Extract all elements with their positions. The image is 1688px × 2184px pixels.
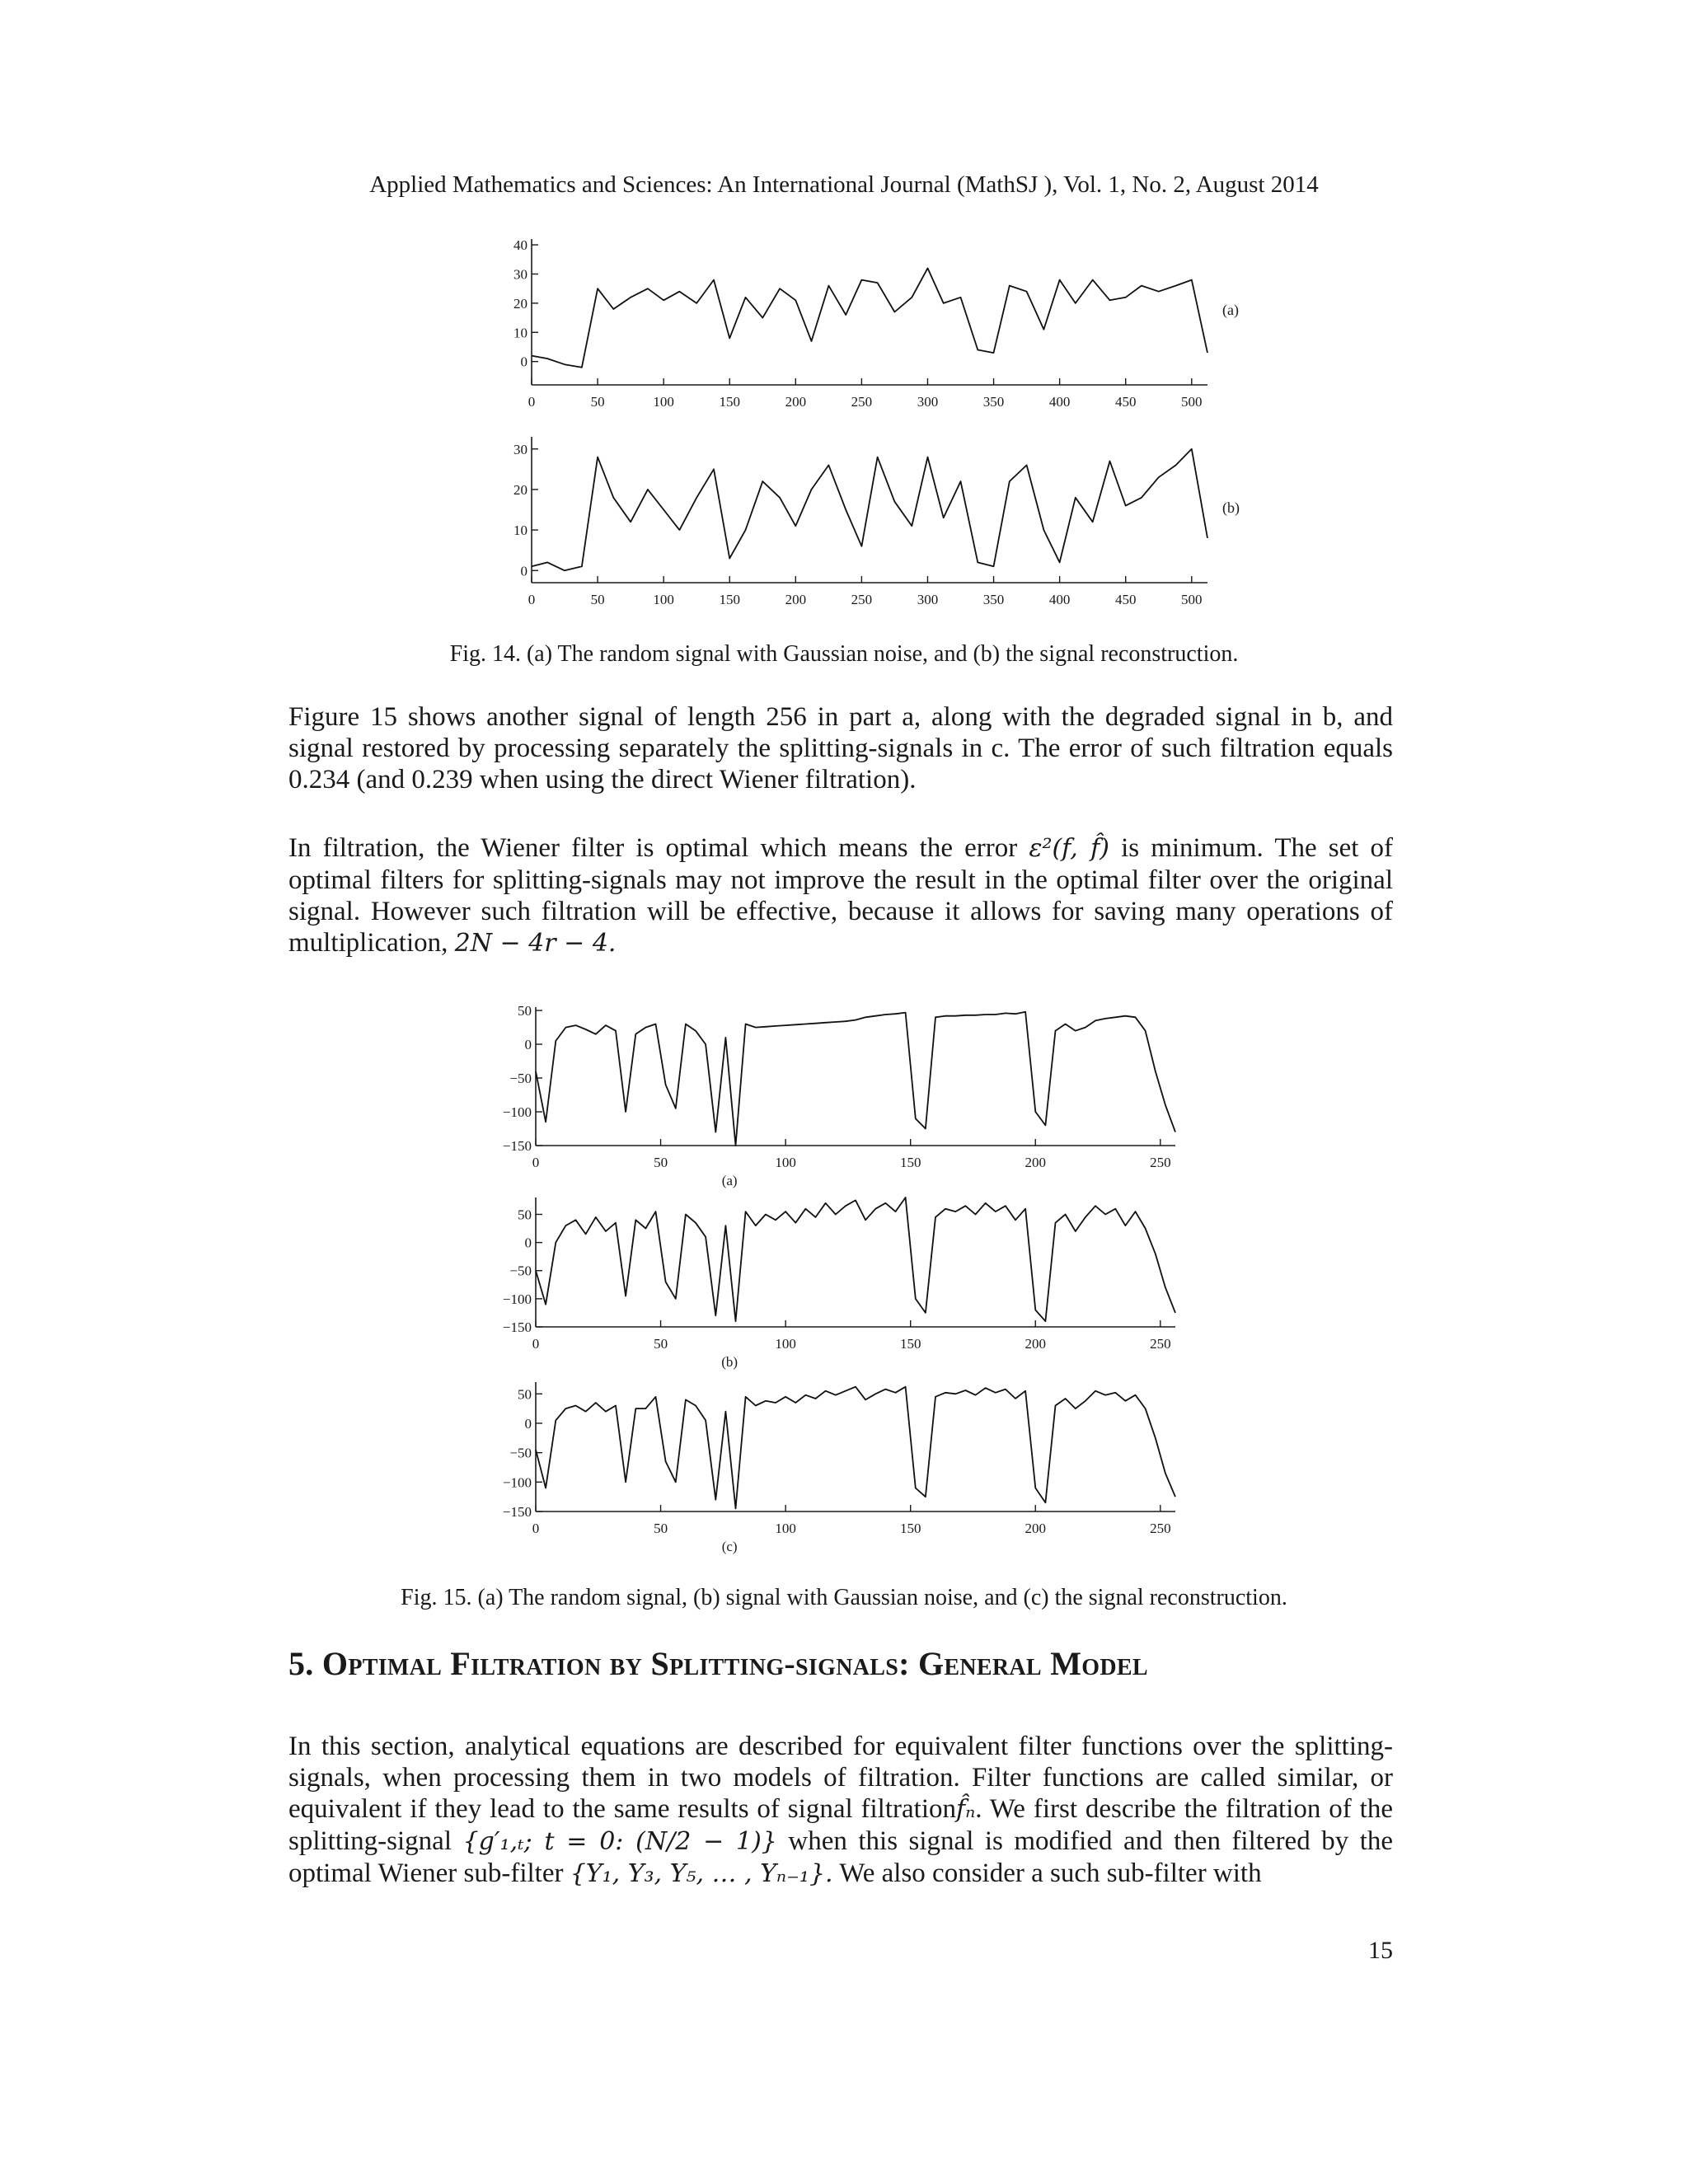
x-tick-label: 500 xyxy=(1181,394,1203,410)
signal-series-line xyxy=(536,1387,1175,1509)
x-tick-label: 150 xyxy=(899,1521,921,1536)
y-tick-label: −50 xyxy=(509,1071,532,1087)
y-tick-label: 20 xyxy=(513,481,528,498)
paragraph-1 xyxy=(288,701,1393,795)
panel-label: (b) xyxy=(1222,499,1240,517)
signal-series-line xyxy=(536,1197,1175,1321)
p2-line1b: is minimum. The set of xyxy=(1121,833,1393,863)
paragraph-3 xyxy=(288,1731,1393,1890)
splitting-signal-expression: {g′₁,ₜ; t = 0: (N/2 − 1)} xyxy=(462,1827,777,1856)
x-tick-label: 350 xyxy=(982,592,1005,607)
x-tick-label: 450 xyxy=(1114,592,1137,607)
y-tick-label: 0 xyxy=(524,1235,532,1251)
multiplication-count-expression: 2N − 4r − 4. xyxy=(454,929,617,958)
p2-line4a: operations of multiplication, xyxy=(288,897,1394,958)
x-tick-label: 50 xyxy=(590,394,605,410)
x-tick-label: 100 xyxy=(653,394,674,410)
x-tick-label: 200 xyxy=(785,592,807,607)
signal-series-line xyxy=(532,449,1207,571)
fig15-plots xyxy=(486,997,1203,1558)
p2-line1a: In filtration, the Wiener filter is optimal which means the error xyxy=(288,833,1018,863)
fig15-panel-a xyxy=(503,1003,1175,1188)
running-header: Applied Mathematics and Sciences: An International Journal (MathSJ ), Vol. 1, No. 2, August 2014 xyxy=(369,171,1319,198)
x-tick-label: 150 xyxy=(719,592,740,607)
fig14-plots xyxy=(495,231,1269,618)
p2-line2: optimal filters for splitting-signals may not improve the result in the optimal filter over the xyxy=(288,865,1300,895)
p3-line5b: We also consider a such sub-filter with xyxy=(839,1858,1262,1888)
x-tick-label: 300 xyxy=(917,394,939,410)
x-tick-label: 200 xyxy=(1025,1155,1046,1170)
x-tick-label: 100 xyxy=(775,1336,796,1352)
fig15-panel-c xyxy=(503,1382,1175,1554)
p3-line4a: the splitting-signal xyxy=(288,1794,1393,1856)
x-tick-label: 200 xyxy=(1025,1521,1046,1536)
y-tick-label: −50 xyxy=(509,1445,532,1461)
x-tick-label: 400 xyxy=(1048,394,1071,410)
filtered-signal-symbol: f̂ₙ xyxy=(956,1795,976,1824)
x-tick-label: 100 xyxy=(775,1155,796,1170)
x-tick-label: 200 xyxy=(1025,1336,1046,1352)
p1-line2: signal restored by processing separately the splitting-signals in c. The error of such filtration xyxy=(288,733,1315,763)
x-tick-label: 50 xyxy=(590,592,605,607)
x-tick-label: 150 xyxy=(899,1336,921,1352)
x-tick-label: 0 xyxy=(528,592,536,607)
y-tick-label: 50 xyxy=(518,1386,532,1403)
y-tick-label: −50 xyxy=(509,1263,532,1279)
panel-label: (b) xyxy=(721,1354,738,1370)
y-tick-label: 30 xyxy=(513,266,528,283)
x-tick-label: 100 xyxy=(775,1521,796,1536)
x-tick-label: 350 xyxy=(982,394,1005,410)
y-tick-label: −100 xyxy=(502,1474,532,1491)
fig14-panel-a xyxy=(513,237,1239,410)
x-tick-label: 450 xyxy=(1114,394,1137,410)
section-heading: 5. Optimal Filtration by Splitting-signals: General Model xyxy=(288,1645,1148,1682)
y-tick-label: 10 xyxy=(513,325,528,341)
wiener-subfilter-expression: {Y₁, Y₃, Y₅, … , Yₙ₋₁}. xyxy=(570,1859,833,1888)
y-tick-label: 20 xyxy=(513,295,528,312)
x-tick-label: 250 xyxy=(851,394,873,410)
y-tick-label: 0 xyxy=(524,1415,532,1432)
x-tick-label: 100 xyxy=(653,592,674,607)
x-tick-label: 150 xyxy=(719,394,740,410)
y-tick-label: −150 xyxy=(502,1504,532,1520)
y-tick-label: −150 xyxy=(502,1319,532,1335)
x-tick-label: 0 xyxy=(532,1155,540,1170)
error-expression: ε²(f, f̂) xyxy=(1029,834,1109,863)
y-tick-label: 40 xyxy=(513,237,528,254)
p3-line4b: when this signal is modified and then filtered by the xyxy=(788,1826,1394,1856)
y-tick-label: 0 xyxy=(520,354,528,370)
x-tick-label: 50 xyxy=(654,1336,668,1352)
p3-line5a: optimal Wiener sub-filter xyxy=(288,1858,564,1888)
p2-line3: original signal. However such filtration will be effective, because it allows for saving many xyxy=(288,865,1394,926)
x-tick-label: 250 xyxy=(851,592,873,607)
x-tick-label: 0 xyxy=(532,1336,540,1352)
x-tick-label: 50 xyxy=(654,1155,668,1170)
p3-line3a: equivalent if they lead to the same results of signal filtration xyxy=(288,1794,956,1824)
panel-label: (a) xyxy=(721,1173,738,1188)
fig14-caption: Fig. 14. (a) The random signal with Gaussian noise, and (b) the signal reconstruction. xyxy=(449,641,1239,667)
y-tick-label: 0 xyxy=(524,1037,532,1053)
p3-line3b: . We first describe the filtration of xyxy=(975,1794,1352,1824)
page-number: 15 xyxy=(1368,1937,1393,1964)
y-tick-label: 50 xyxy=(518,1207,532,1223)
y-tick-label: 30 xyxy=(513,441,528,457)
p1-line1: Figure 15 shows another signal of length 256 in part a, along with the degraded signal in b, and xyxy=(288,702,1393,732)
signal-series-line xyxy=(532,268,1207,367)
p1-line3: equals 0.234 (and 0.239 when using the direct Wiener filtration). xyxy=(288,733,1394,794)
x-tick-label: 250 xyxy=(1150,1336,1171,1352)
y-tick-label: −150 xyxy=(502,1138,532,1154)
panel-label: (c) xyxy=(721,1539,738,1554)
panel-label: (a) xyxy=(1222,302,1239,319)
x-tick-label: 50 xyxy=(654,1521,668,1536)
y-tick-label: 50 xyxy=(518,1003,532,1019)
fig15-panel-b xyxy=(503,1197,1175,1370)
signal-series-line xyxy=(536,1012,1175,1146)
p3-line2: signals, when processing them in two models of filtration. Filter functions are called similar, or xyxy=(288,1763,1393,1793)
p3-line1: In this section, analytical equations are described for equivalent filter functions over the splitting- xyxy=(288,1732,1393,1761)
fig14-panel-b xyxy=(513,437,1240,607)
x-tick-label: 500 xyxy=(1181,592,1203,607)
x-tick-label: 400 xyxy=(1048,592,1071,607)
x-tick-label: 0 xyxy=(528,394,536,410)
x-tick-label: 250 xyxy=(1150,1521,1171,1536)
paragraph-2 xyxy=(288,832,1393,959)
fig15-caption: Fig. 15. (a) The random signal, (b) signal with Gaussian noise, and (c) the signal reconstruction. xyxy=(401,1585,1287,1610)
x-tick-label: 150 xyxy=(899,1155,921,1170)
y-tick-label: −100 xyxy=(502,1291,532,1307)
x-tick-label: 250 xyxy=(1150,1155,1171,1170)
x-tick-label: 200 xyxy=(785,394,807,410)
x-tick-label: 300 xyxy=(917,592,939,607)
y-tick-label: 0 xyxy=(520,563,528,579)
x-tick-label: 0 xyxy=(532,1521,540,1536)
y-tick-label: 10 xyxy=(513,523,528,539)
y-tick-label: −100 xyxy=(502,1104,532,1121)
